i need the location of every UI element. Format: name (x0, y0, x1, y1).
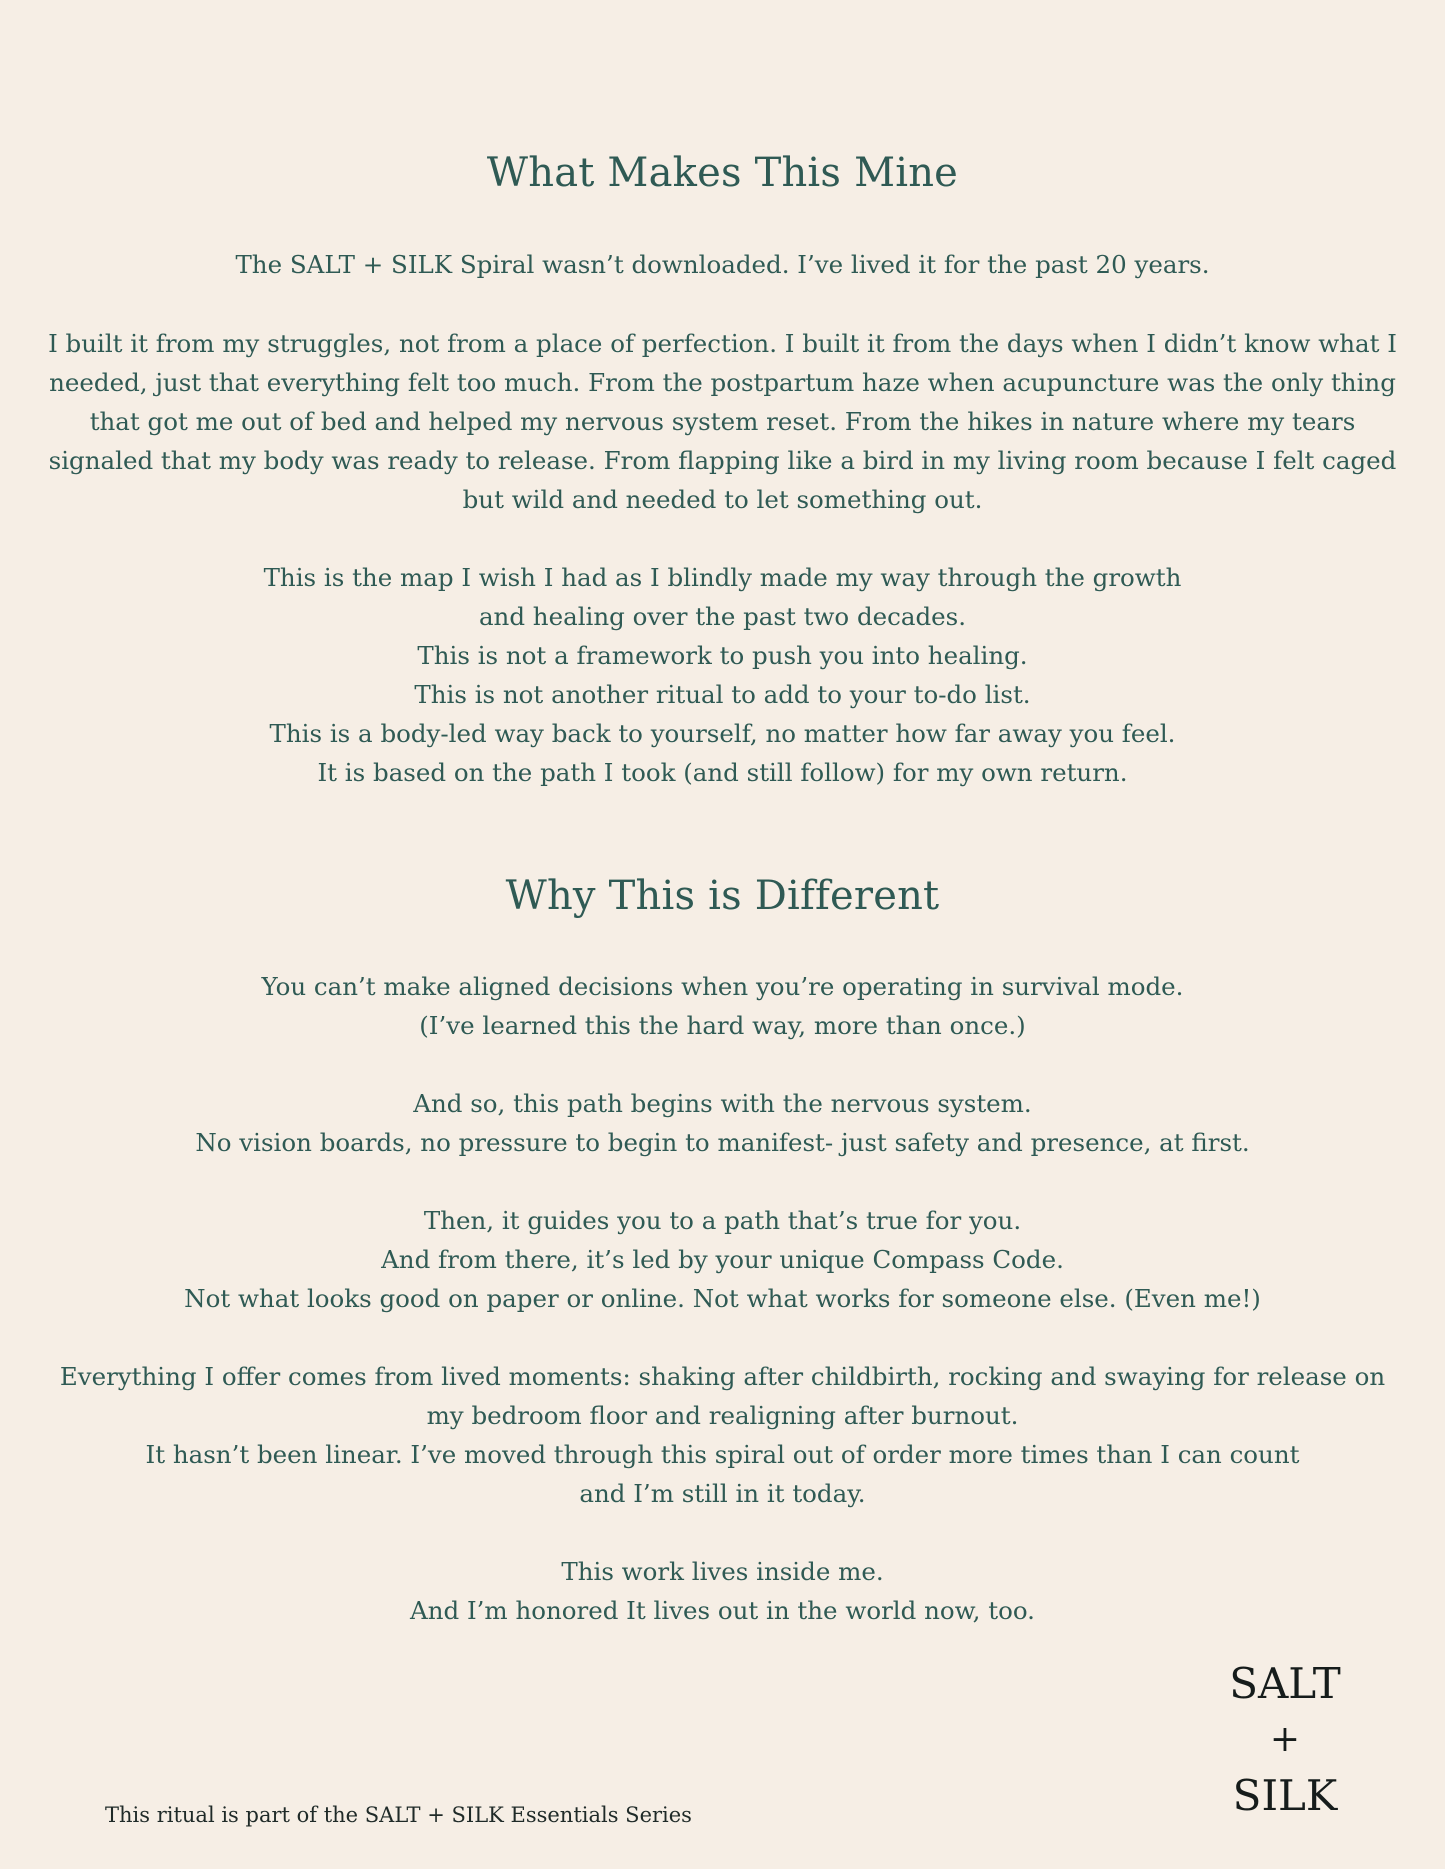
text-line: needed, just that everything felt too much. From the postpartum haze when acupuncture was the only thing (49, 368, 1396, 397)
text-line: and I’m still in it today. (579, 1479, 866, 1508)
text-line: This is a body-led way back to yourself, no matter how far away you feel. (269, 719, 1176, 748)
text-line: And I’m honored It lives out in the world now, too. (410, 1596, 1035, 1625)
text-line: And so, this path begins with the nervous system. (413, 1089, 1032, 1118)
text-line: The SALT + SILK Spiral wasn’t downloaded. I’ve lived it for the past 20 years. (235, 250, 1210, 279)
text-line: Everything I offer comes from lived moments: shaking after childbirth, rocking and swaying for release on (59, 1362, 1386, 1391)
text-line: but wild and needed to let something out. (462, 485, 983, 514)
text-line: This is not a framework to push you into healing. (417, 641, 1028, 670)
paragraph (30, 245, 1415, 284)
text-line: my bedroom floor and realigning after burnout. (426, 1401, 1019, 1430)
paragraph (30, 1357, 1415, 1513)
logo-word-salt: SALT (1229, 1659, 1341, 1708)
section-heading-why-this-is-different: Why This is Different (505, 873, 940, 919)
paragraph (30, 324, 1415, 519)
logo-word-silk: SILK (1232, 1771, 1338, 1820)
text-line: This is the map I wish I had as I blindly made my way through the growth (263, 563, 1182, 592)
paragraph (30, 1201, 1415, 1318)
salt-silk-logo (1195, 1656, 1375, 1824)
text-line: No vision boards, no pressure to begin to manifest- just safety and presence, at first. (195, 1128, 1250, 1157)
logo-plus: + (1269, 1719, 1301, 1760)
text-line: (I’ve learned this the hard way, more than once.) (419, 1011, 1026, 1040)
text-line: Then, it guides you to a path that’s true for you. (423, 1206, 1022, 1235)
text-line: Not what looks good on paper or online. Not what works for someone else. (Even me!) (184, 1284, 1261, 1313)
paragraph (30, 1552, 1415, 1630)
text-line: and healing over the past two decades. (478, 602, 967, 631)
text-line: It is based on the path I took (and still follow) for my own return. (317, 758, 1128, 787)
paragraph (30, 558, 1415, 792)
footer-note: This ritual is part of the SALT + SILK Essentials Series (105, 1803, 692, 1827)
text-line: This is not another ritual to add to your to-do list. (414, 680, 1031, 709)
text-line: signaled that my body was ready to release. From flapping like a bird in my living room because I felt caged (48, 446, 1397, 475)
text-line: You can’t make aligned decisions when you’re operating in survival mode. (261, 972, 1184, 1001)
text-line: This work lives inside me. (561, 1557, 884, 1586)
paragraph (30, 1084, 1415, 1162)
text-line: And from there, it’s led by your unique Compass Code. (381, 1245, 1064, 1274)
section-heading-what-makes-this-mine: What Makes This Mine (486, 150, 959, 196)
text-line: It hasn’t been linear. I’ve moved through this spiral out of order more times than I can count (145, 1440, 1300, 1469)
text-line: I built it from my struggles, not from a place of perfection. I built it from the days when I didn’t know what I (48, 329, 1397, 358)
paragraph (30, 967, 1415, 1045)
text-line: that got me out of bed and helped my nervous system reset. From the hikes in nature where my tears (89, 407, 1356, 436)
